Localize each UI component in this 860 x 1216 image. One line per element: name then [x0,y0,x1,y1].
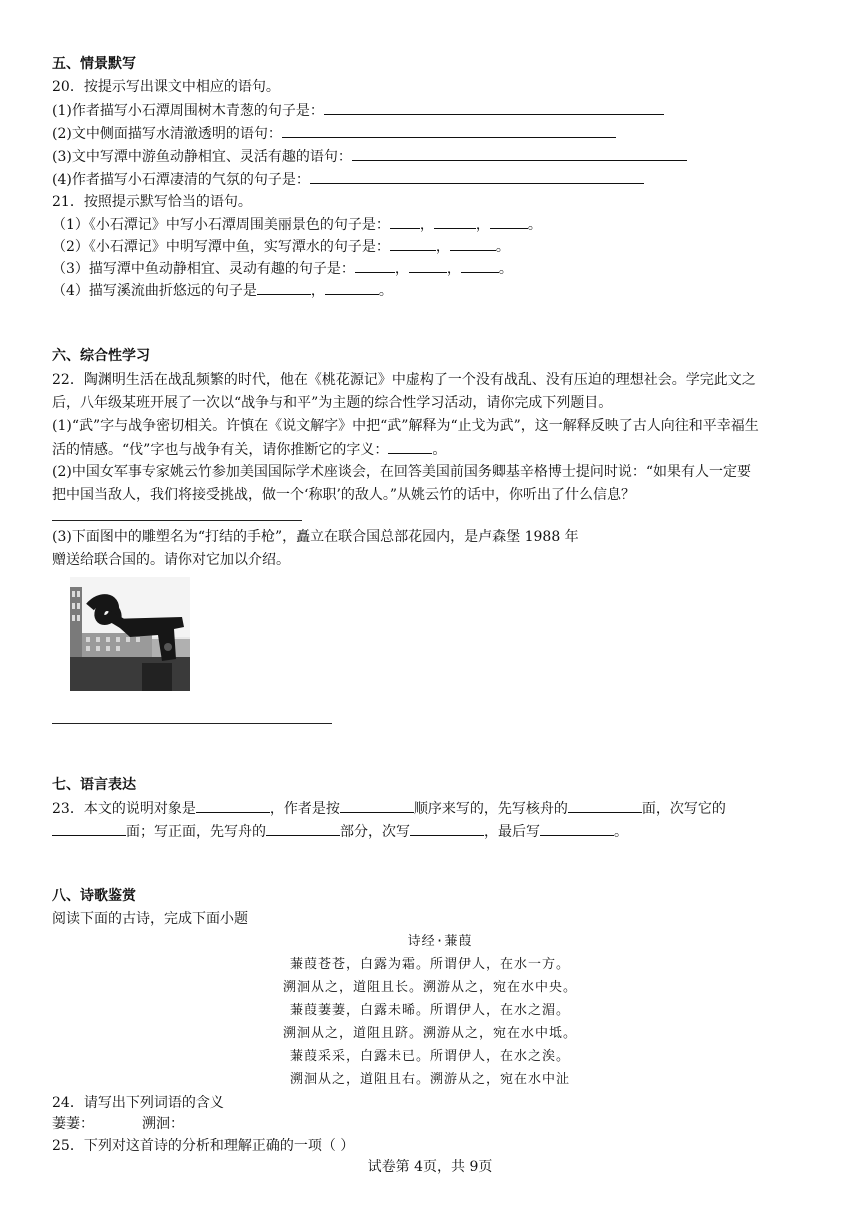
answer-blank[interactable] [450,236,496,251]
q24-stem: 24．请写出下列词语的含义 [52,1095,224,1111]
poem-line: 蒹葭萋萋，白露未晞。所谓伊人，在水之湄。 [289,1003,570,1018]
q24-term-1: 萋萋： [52,1116,94,1132]
q25-stem: 25．下列对这首诗的分析和理解正确的一项（ ） [52,1138,355,1154]
answer-blank[interactable] [355,258,395,273]
answer-blank[interactable] [390,236,436,251]
answer-blank[interactable] [352,146,687,161]
q20-item-4: (4)作者描写小石潭凄清的气氛的句子是： [52,169,644,190]
answer-blank[interactable] [266,821,340,836]
answer-blank[interactable] [340,798,414,813]
answer-blank[interactable] [52,821,126,836]
answer-blank[interactable] [325,280,379,295]
answer-blank[interactable] [461,258,499,273]
poem-intro: 阅读下面的古诗，完成下面小题 [52,911,248,927]
q21-item-2: （2）《小石潭记》中明写潭中鱼，实写潭水的句子是： ， 。 [52,236,510,257]
page-footer: 试卷第 4页，共 9页 [367,1159,493,1175]
section-6-heading: 六、综合性学习 [52,348,150,364]
answer-blank[interactable] [324,100,664,115]
q22-part-2-line-2: 把中国当敌人，我们将接受挑战，做一个‘称职’的敌人。”从姚云竹的话中，你听出了什么信息？ [52,487,636,503]
section-8-heading: 八、诗歌鉴赏 [52,888,136,904]
q24-term-2: 溯洄： [142,1116,184,1132]
answer-blank[interactable] [390,214,420,229]
q22-part-1-line-1: (1)“武”字与战争密切相关。许慎在《说文解字》中把“武”解释为“止戈为武”，这一解释反映了古人向往和平幸福生 [52,418,759,434]
q21-item-3: （3）描写潭中鱼动静相宜、灵动有趣的句子是： ， ， 。 [52,258,513,279]
answer-blank[interactable] [257,280,311,295]
answer-line[interactable] [52,723,332,724]
q20-item-1: (1)作者描写小石潭周围树木青葱的句子是： [52,100,664,121]
answer-blank[interactable] [568,798,642,813]
section-7-heading: 七、语言表达 [52,777,136,793]
q22-part-3-line-1: (3)下面图中的雕塑名为“打结的手枪”，矗立在联合国总部花园内，是卢森堡 1988 年 [52,529,579,545]
answer-blank[interactable] [310,169,644,184]
answer-blank[interactable] [490,214,528,229]
answer-line[interactable] [52,520,302,521]
q22-stem-line-2: 后，八年级某班开展了一次以“战争与和平”为主题的综合性学习活动，请你完成下列题目。 [52,395,613,411]
q22-part-1-line-2: 活的情感。“伐”字也与战争有关，请你推断它的字义： 。 [52,439,446,460]
q20-stem: 20．按提示写出课文中相应的语句。 [52,79,280,95]
answer-blank[interactable] [196,798,270,813]
q21-item-4: （4）描写溪流曲折悠远的句子是 ， 。 [52,280,393,301]
answer-blank[interactable] [409,258,447,273]
poem-line: 溯洄从之，道阻且跻。溯游从之，宛在水中坻。 [282,1026,577,1041]
q22-part-3-line-2: 赠送给联合国的。请你对它加以介绍。 [52,552,290,568]
poem-title: 诗经·蒹葭 [407,934,473,949]
answer-blank[interactable] [410,821,484,836]
q21-item-1: （1）《小石潭记》中写小石潭周围美丽景色的句子是： ， ， 。 [52,214,542,235]
knotted-gun-sculpture-photo [70,577,190,691]
q21-stem: 21．按照提示默写恰当的语句。 [52,194,252,210]
q22-part-2-line-1: (2)中国女军事专家姚云竹参加美国国际学术座谈会，在回答美国前国务卿基辛格博士提问时说：“如果有人一定要 [52,464,751,480]
answer-blank[interactable] [540,821,614,836]
poem-line: 蒹葭采采，白露未已。所谓伊人，在水之涘。 [289,1049,570,1064]
poem-line: 溯洄从之，道阻且长。溯游从之，宛在水中央。 [282,980,577,995]
poem-line: 溯洄从之，道阻且右。溯游从之，宛在水中沚 [289,1072,570,1087]
answer-blank[interactable] [282,123,616,138]
q23-line-2: 面；写正面，先写舟的 部分，次写 ，最后写 。 [52,821,628,842]
poem-line: 蒹葭苍苍，白露为霜。所谓伊人，在水一方。 [289,957,570,972]
q20-item-3: (3)文中写潭中游鱼动静相宜、灵活有趣的语句： [52,146,687,167]
q22-stem-line-1: 22．陶渊明生活在战乱频繁的时代，他在《桃花源记》中虚构了一个没有战乱、没有压迫的理想社会。学完此文之 [52,372,756,388]
section-5-heading: 五、情景默写 [52,56,136,72]
answer-blank[interactable] [388,439,432,454]
q23-line-1: 23．本文的说明对象是 ，作者是按 顺序来写的，先写核舟的 面，次写它的 [52,798,726,819]
answer-blank[interactable] [434,214,476,229]
q20-item-2: (2)文中侧面描写水清澈透明的语句： [52,123,616,144]
